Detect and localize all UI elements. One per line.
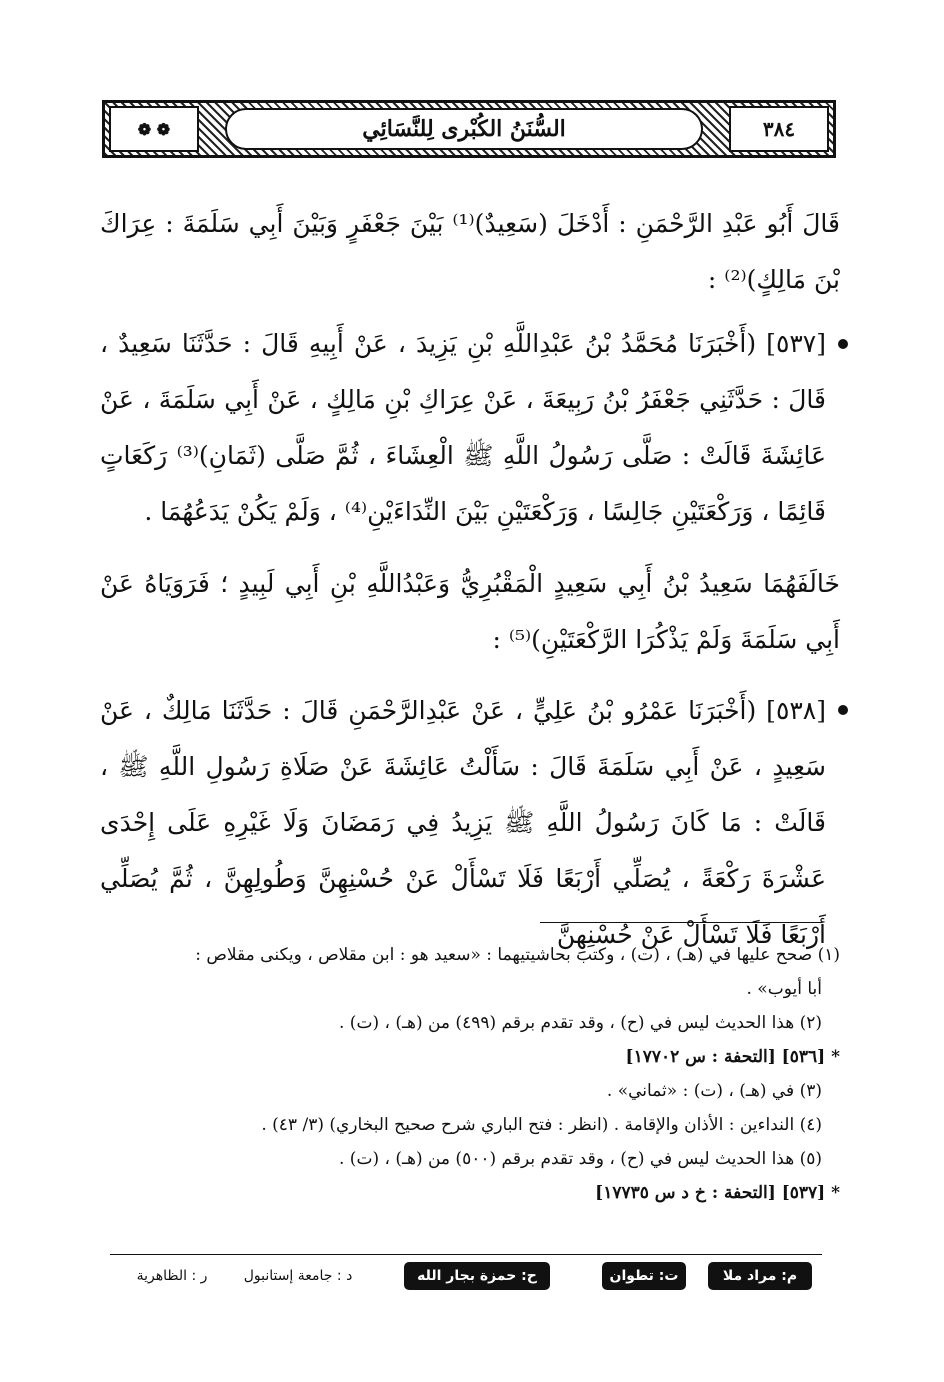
legend-manuscript-m: م: مراد ملا: [708, 1262, 812, 1290]
hadith-538: [٥٣٨] (أَخْبَرَنَا عَمْرُو بْنُ عَلِيٍّ ، عَنْ عَبْدِالرَّحْمَنِ قَالَ : حَدَّثَنَا مَالِكٌ ، عَنْ سَعِيدٍ ، عَنْ أَبِي سَلَمَةَ قَالَ : سَأَلْتُ عَائِشَةَ عَنْ صَلَاةِ رَسُولِ اللَّهِ ﷺ ، قَالَتْ : مَا كَانَ رَسُولُ اللَّهِ ﷺ يَزِيدُ فِي رَمَضَانَ وَلَا غَيْرِهِ عَلَى إِحْدَى عَشْرَةَ رَكْعَةً ، يُصَلِّي أَرْبَعًا فَلَا تَسْأَلْ عَنْ حُسْنِهِنَّ وَطُولِهِنَّ ، ثُمَّ يُصَلِّي أَرْبَعًا فَلَا تَسْأَلْ عَنْ حُسْنِهِنَّ: [100, 696, 826, 949]
paragraph-commentary: خَالَفَهُمَا سَعِيدُ بْنُ أَبِي سَعِيدٍ الْمَقْبُرِيُّ وَعَبْدُاللَّهِ بْنِ أَبِي لَبِيدٍ ؛ فَرَوَيَاهُ عَنْ أَبِي سَلَمَةَ وَلَمْ يَذْكُرَا الرَّكْعَتَيْنِ)⁽⁵⁾ :: [100, 569, 840, 654]
marginal-536: * [٥٣٦] [التحفة : س ١٧٧٠٢]: [625, 1047, 840, 1067]
footnote-5: (٥) هذا الحديث ليس في (ح) ، وقد تقدم برقم (٥٠٠) من (هـ) ، (ت) .: [339, 1149, 822, 1169]
footnotes: [110, 938, 840, 1210]
footnote-separator: [540, 922, 822, 923]
bullet-537: [838, 339, 848, 349]
footnote-1: (١) صحح عليها في (هـ) ، (ت) ، وكتب بحاشيتيهما : «سعيد هو : ابن مقلاص ، ويكنى مقلاص :: [195, 945, 840, 965]
footnote-3: (٣) في (هـ) ، (ت) : «ثماني» .: [606, 1081, 822, 1101]
footnote-2: (٢) هذا الحديث ليس في (ح) ، وقد تقدم برقم (٤٩٩) من (هـ) ، (ت) .: [339, 1013, 822, 1033]
legend-manuscript-h: ح: حمزة بجار الله: [404, 1262, 550, 1290]
bullet-538: [838, 705, 848, 715]
hadith-537: [٥٣٧] (أَخْبَرَنَا مُحَمَّدُ بْنُ عَبْدِاللَّهِ بْنِ يَزِيدَ ، عَنْ أَبِيهِ قَالَ : حَدَّثَنَا سَعِيدٌ ، قَالَ : حَدَّثَنِي جَعْفَرُ بْنُ رَبِيعَةَ ، عَنْ عِرَاكِ بْنِ مَالِكٍ ، عَنْ أَبِي سَلَمَةَ ، عَنْ عَائِشَةَ قَالَتْ : صَلَّى رَسُولُ اللَّهِ ﷺ الْعِشَاءَ ، ثُمَّ صَلَّى (ثَمَانِ)⁽³⁾ رَكَعَاتٍ قَائِمًا ، وَرَكْعَتَيْنِ جَالِسًا ، وَرَكْعَتَيْنِ بَيْنَ النِّدَاءَيْنِ⁽⁴⁾ ، وَلَمْ يَكُنْ يَدَعُهُمَا .: [100, 329, 826, 526]
page-number: ٣٨٤: [729, 106, 829, 152]
header-ornament-emblem: ❁ ❁: [109, 106, 199, 152]
legend-manuscript-r: ر : الظاهرية: [136, 1268, 208, 1284]
legend-manuscript-t: ت: تطوان: [602, 1262, 686, 1290]
footnote-1-cont: أبا أيوب» .: [746, 979, 822, 999]
book-title: السُّنَنُ الكُبْرى لِلنَّسَائِي: [225, 108, 703, 150]
page-header: [102, 100, 836, 158]
legend-manuscript-d: د : جامعة إستانبول: [243, 1268, 353, 1284]
legend-rule: [110, 1254, 822, 1255]
footnote-4: (٤) النداءين : الأذان والإقامة . (انظر : فتح الباري شرح صحيح البخاري) (٣/ ٤٣) .: [261, 1115, 822, 1135]
marginal-537: * [٥٣٧] [التحفة : خ د س ١٧٧٣٥]: [595, 1183, 840, 1203]
paragraph-intro: قَالَ أَبُو عَبْدِ الرَّحْمَنِ : أَدْخَلَ (سَعِيدٌ)⁽¹⁾ بَيْنَ جَعْفَرٍ وَبَيْنَ أَبِي سَلَمَةَ : عِرَاكَ بْنَ مَالِكٍ)⁽²⁾ :: [100, 209, 840, 294]
